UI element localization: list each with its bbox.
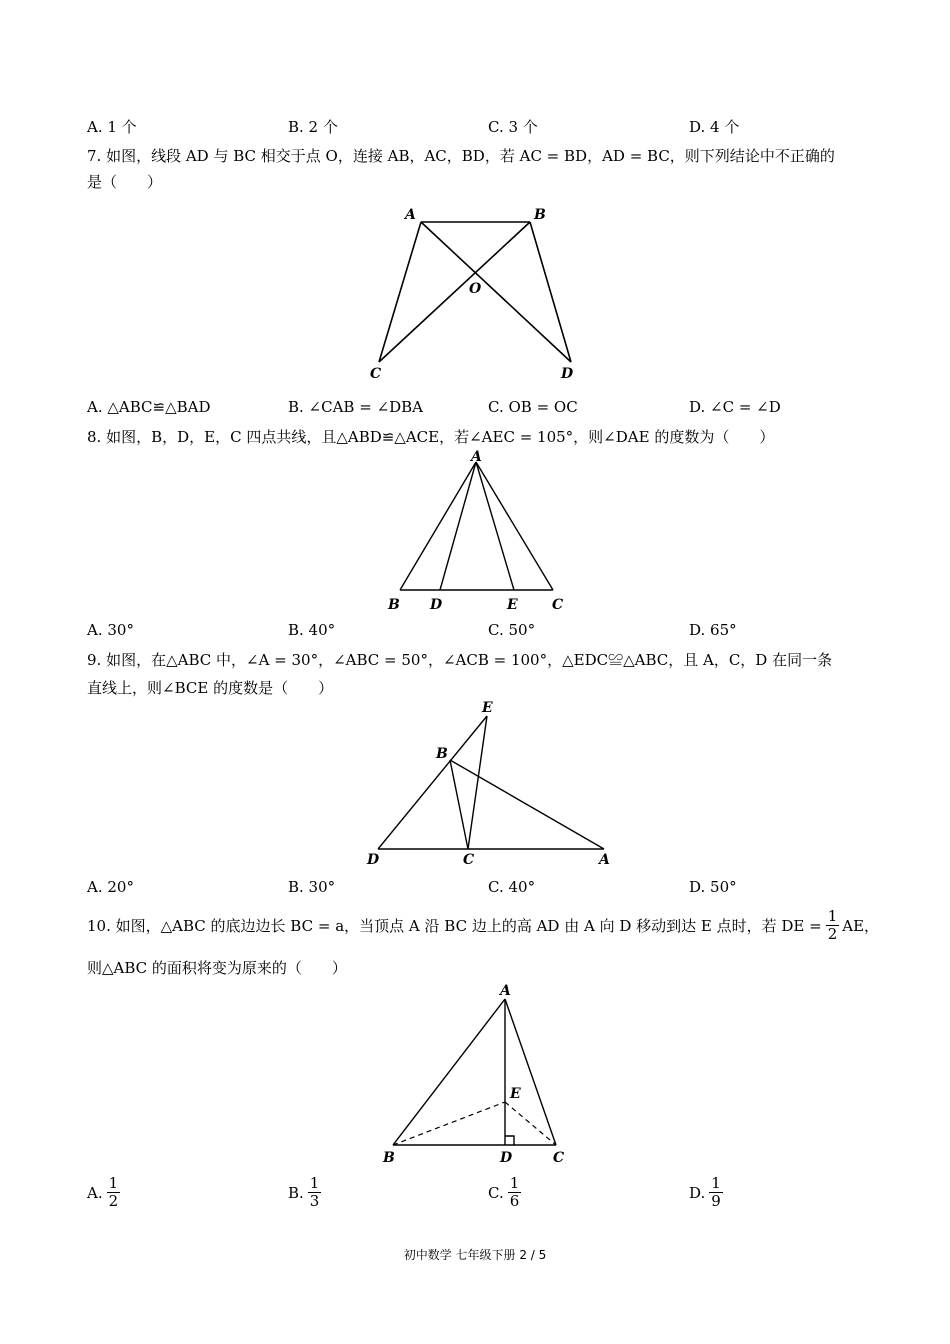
q10-option-a-den: 2 — [108, 1192, 119, 1210]
q7-stem-line2: 是（ ） — [87, 173, 163, 191]
q10-label-d: D — [500, 1150, 513, 1166]
q10-stem-line1-text: 10. 如图，△ABC 的底边边长 BC = a，当顶点 A 沿 BC 边上的高 AD 由 A 向 D 移动到达 E 点时，若 DE = — [87, 916, 822, 935]
q10-label-b: B — [383, 1150, 395, 1166]
q10-option-c — [488, 1175, 521, 1210]
q10-option-b-num: 1 — [309, 1174, 320, 1192]
q7-label-o: O — [469, 281, 482, 297]
q10-option-b-fraction — [308, 1175, 322, 1210]
q9-label-b: B — [436, 746, 448, 762]
q10-option-a-prefix: A. — [87, 1183, 103, 1202]
q9-label-d: D — [367, 852, 380, 868]
q10-option-c-num: 1 — [509, 1174, 520, 1192]
q7-label-a: A — [405, 207, 416, 223]
q10-option-b — [288, 1175, 321, 1210]
q10-option-a-num: 1 — [108, 1174, 119, 1192]
q10-option-d-den: 9 — [711, 1192, 721, 1210]
q10-stem-line1-tail: AE， — [842, 916, 880, 935]
q10-option-d — [689, 1175, 723, 1210]
q7-label-c: C — [370, 366, 382, 382]
q7-option-c: C. OB = OC — [488, 398, 578, 416]
q9-option-c: C. 40° — [488, 878, 536, 896]
q10-option-b-prefix: B. — [288, 1183, 304, 1202]
q7-stem-line1: 7. 如图，线段 AD 与 BC 相交于点 O，连接 AB，AC，BD，若 AC = BD，AD = BC，则下列结论中不正确的 — [87, 147, 835, 165]
q7-option-d: D. ∠C = ∠D — [689, 398, 781, 416]
q8-stem-line1: 8. 如图，B，D，E，C 四点共线，且△ABD≌△ACE，若∠AEC = 105°，则∠DAE 的度数为（ ） — [87, 428, 775, 446]
q8-label-c: C — [552, 597, 564, 613]
q7-option-a: A. △ABC≌△BAD — [87, 398, 211, 416]
q9-option-b: B. 30° — [288, 878, 336, 896]
q8-label-d: D — [430, 597, 443, 613]
q7-label-b: B — [534, 207, 546, 223]
q10-label-a: A — [500, 983, 511, 999]
q9-option-a: A. 20° — [87, 878, 134, 896]
q10-option-c-prefix: C. — [488, 1183, 504, 1202]
q10-stem-fraction-den: 2 — [827, 925, 838, 943]
q6-option-b: B. 2 个 — [288, 118, 338, 136]
q10-option-d-fraction — [709, 1175, 723, 1210]
q9-label-a: A — [599, 852, 610, 868]
q6-option-c: C. 3 个 — [488, 118, 538, 136]
q10-option-d-prefix: D. — [689, 1183, 706, 1202]
q9-stem-line1: 9. 如图，在△ABC 中，∠A = 30°，∠ABC = 50°，∠ACB = 100°，△EDC≌△ABC，且 A，C，D 在同一条 — [87, 651, 833, 669]
q8-label-a: A — [471, 449, 482, 465]
q6-option-d: D. 4 个 — [689, 118, 740, 136]
q8-option-b: B. 40° — [288, 621, 336, 639]
q10-stem-fraction-num: 1 — [827, 907, 838, 925]
q7-label-d: D — [561, 366, 574, 382]
q10-option-a-fraction — [107, 1175, 121, 1210]
q10-stem-line2: 则△ABC 的面积将变为原来的（ ） — [87, 959, 347, 977]
q10-option-b-den: 3 — [309, 1192, 320, 1210]
q8-option-a: A. 30° — [87, 621, 134, 639]
q6-option-a: A. 1 个 — [87, 118, 137, 136]
q10-option-c-fraction — [508, 1175, 522, 1210]
q9-stem-line2: 直线上，则∠BCE 的度数是（ ） — [87, 679, 334, 697]
q8-option-c: C. 50° — [488, 621, 536, 639]
q9-option-d: D. 50° — [689, 878, 737, 896]
q9-label-e: E — [482, 700, 493, 716]
q10-label-c: C — [553, 1150, 565, 1166]
q10-option-d-num: 1 — [711, 1174, 721, 1192]
q7-option-b: B. ∠CAB = ∠DBA — [288, 398, 424, 416]
q10-label-e: E — [510, 1086, 521, 1102]
q9-label-c: C — [463, 852, 475, 868]
q8-label-b: B — [388, 597, 400, 613]
q8-option-d: D. 65° — [689, 621, 737, 639]
q10-option-a — [87, 1175, 120, 1210]
q10-option-c-den: 6 — [509, 1192, 520, 1210]
page-footer: 初中数学 七年级下册 2 / 5 — [403, 1248, 547, 1262]
q8-label-e: E — [507, 597, 518, 613]
